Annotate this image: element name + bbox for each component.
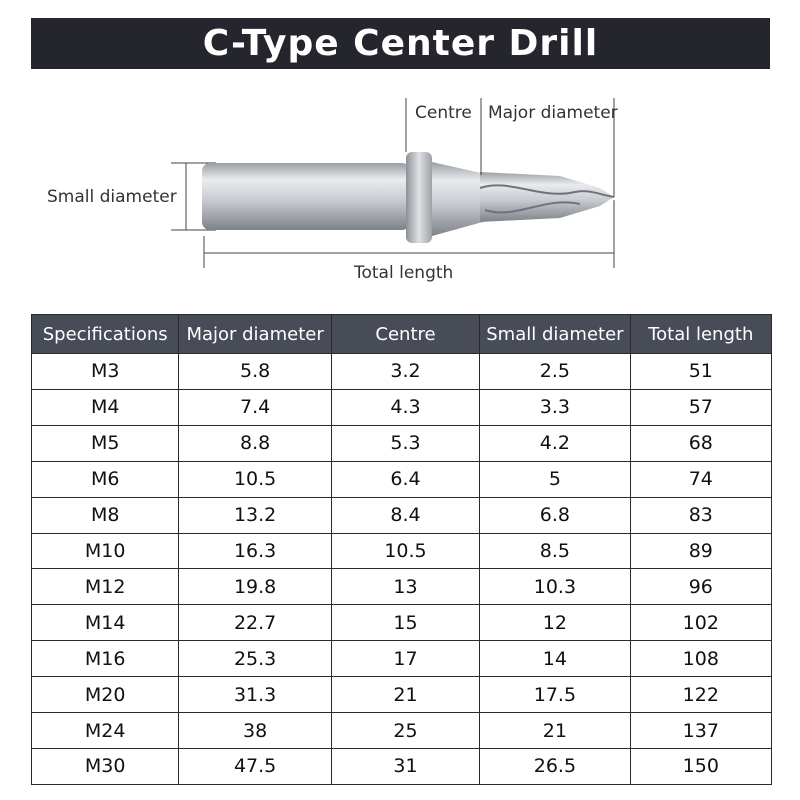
table-cell: 7.4 [179,389,331,425]
table-cell: 17 [331,641,479,677]
table-row [32,389,772,425]
table-cell: M3 [32,354,179,390]
table-row [32,641,772,677]
table-cell: M6 [32,461,179,497]
table-cell: 108 [630,641,771,677]
table-cell: 21 [331,677,479,713]
drill-shank [202,163,410,230]
table-cell: 150 [630,748,771,784]
table-cell: 25 [331,713,479,749]
table-cell: 2.5 [480,354,630,390]
table-cell: 8.5 [480,533,630,569]
table-cell: M12 [32,569,179,605]
table-cell: 10.3 [480,569,630,605]
table-cell: 13.2 [179,497,331,533]
table-cell: 5 [480,461,630,497]
table-header-row [32,315,772,354]
title-banner [31,18,770,69]
table-cell: 51 [630,354,771,390]
table-cell: 22.7 [179,605,331,641]
page-title: C-Type Center Drill [202,23,599,64]
table-cell: 137 [630,713,771,749]
column-header: Centre [331,315,479,354]
drill-diagram [0,80,800,295]
table-row [32,354,772,390]
table-cell: 31 [331,748,479,784]
table-cell: 4.2 [480,425,630,461]
table-cell: 4.3 [331,389,479,425]
table-cell: 5.3 [331,425,479,461]
table-cell: 8.8 [179,425,331,461]
label-major-diameter: Major diameter [488,103,618,123]
table-cell: 122 [630,677,771,713]
table-cell: M8 [32,497,179,533]
table-cell: 12 [480,605,630,641]
table-cell: 10.5 [179,461,331,497]
table-cell: M24 [32,713,179,749]
table-row [32,461,772,497]
drill-collar [406,152,432,243]
table-cell: 19.8 [179,569,331,605]
table-cell: 6.4 [331,461,479,497]
column-header: Total length [630,315,771,354]
label-centre: Centre [415,103,472,123]
table-cell: 102 [630,605,771,641]
table-cell: 17.5 [480,677,630,713]
table-cell: 25.3 [179,641,331,677]
table-cell: 6.8 [480,497,630,533]
table-cell: 96 [630,569,771,605]
table-cell: 5.8 [179,354,331,390]
column-header: Small diameter [480,315,630,354]
table-cell: M14 [32,605,179,641]
table-cell: 68 [630,425,771,461]
table-cell: M30 [32,748,179,784]
table-cell: 13 [331,569,479,605]
drill-flutes [480,172,614,222]
table-cell: M5 [32,425,179,461]
table-cell: 89 [630,533,771,569]
table-cell: 57 [630,389,771,425]
table-cell: 47.5 [179,748,331,784]
table-cell: M4 [32,389,179,425]
specs-table [31,314,772,785]
table-row [32,605,772,641]
table-cell: 38 [179,713,331,749]
table-cell: 15 [331,605,479,641]
table-cell: 74 [630,461,771,497]
table-cell: 3.3 [480,389,630,425]
table-row [32,748,772,784]
table-row [32,713,772,749]
table-cell: 83 [630,497,771,533]
table-cell: 31.3 [179,677,331,713]
table-cell: 3.2 [331,354,479,390]
table-cell: 8.4 [331,497,479,533]
table-cell: 26.5 [480,748,630,784]
table-row [32,677,772,713]
table-cell: 10.5 [331,533,479,569]
column-header: Specifications [32,315,179,354]
label-total-length: Total length [354,263,454,283]
table-row [32,497,772,533]
table-cell: M10 [32,533,179,569]
table-row [32,533,772,569]
table-cell: M20 [32,677,179,713]
table-row [32,425,772,461]
table-cell: 21 [480,713,630,749]
table-row [32,569,772,605]
column-header: Major diameter [179,315,331,354]
table-cell: 16.3 [179,533,331,569]
label-small-diameter: Small diameter [47,187,177,207]
table-cell: M16 [32,641,179,677]
table-cell: 14 [480,641,630,677]
